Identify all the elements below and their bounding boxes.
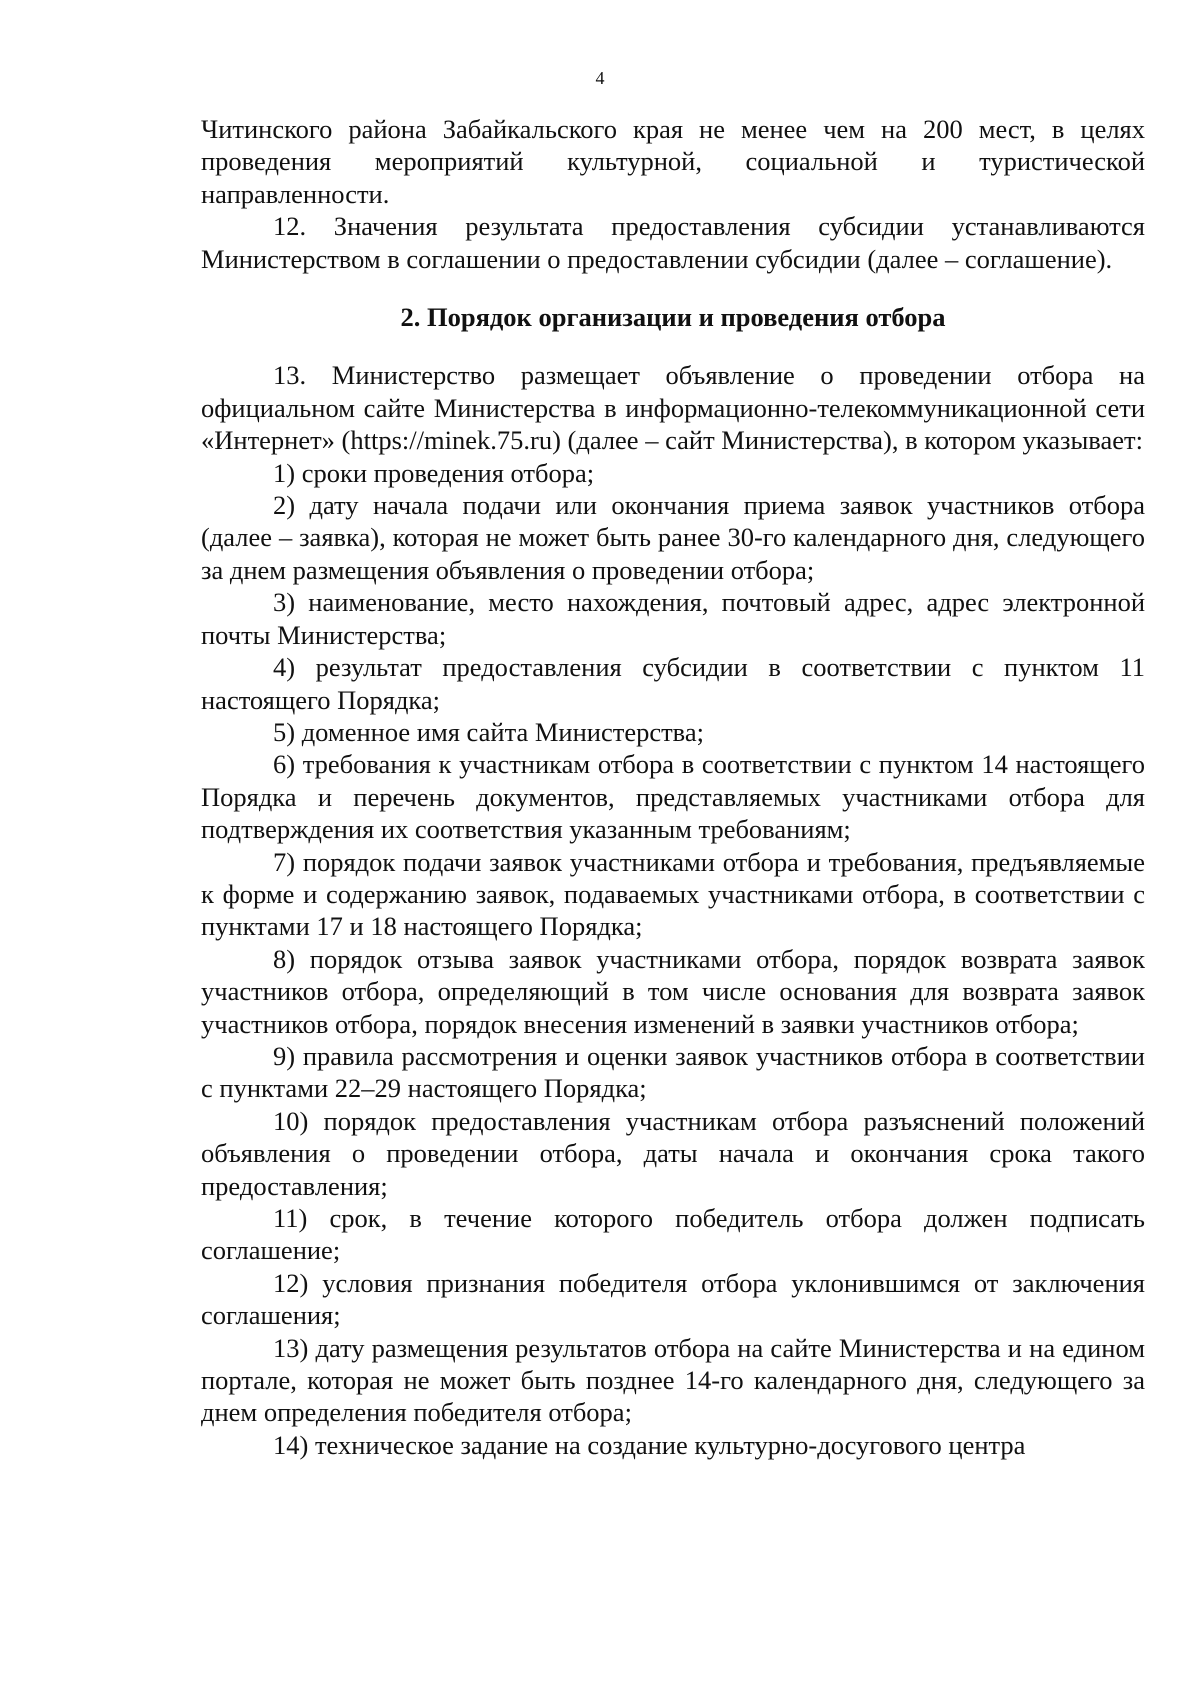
list-item: 12) условия признания победителя отбора уклонившимся от заключения соглашения;	[201, 1267, 1145, 1331]
list-item: 5) доменное имя сайта Министерства;	[273, 716, 704, 747]
list-item: 11) срок, в течение которого победитель отбора должен подписать соглашение;	[201, 1203, 1145, 1266]
list-item: 10) порядок предоставления участникам отбора разъяснений положений объявления о проведении отбора, даты начала и окончания срока такого предоставления;	[201, 1105, 1145, 1201]
list-item: 4) результат предоставления субсидии в соответствии с пунктом 11 настоящего Порядка;	[201, 652, 1145, 715]
document-body	[201, 113, 1145, 1461]
list-item: 8) порядок отзыва заявок участниками отбора, порядок возврата заявок участников отбора, определяющий в том числе основания для возврата заявок участников отбора, порядок внесения изменений в заявки участников отбора;	[201, 943, 1145, 1039]
section-intro: 13. Министерство размещает объявление о проведении отбора на официальном сайте Министерства в информационно-телекоммуникационной сети «Интернет» (https://minek.75.ru) (далее – сайт Министерства), в котором указывает:	[201, 360, 1145, 456]
list-item: 6) требования к участникам отбора в соответствии с пунктом 14 настоящего Порядка и перечень документов, представляемых участниками отбора для подтверждения их соответствия указанным требованиям;	[201, 749, 1145, 845]
section-heading: 2. Порядок организации и проведения отбора	[400, 302, 946, 333]
list-item: 3) наименование, место нахождения, почтовый адрес, адрес электронной почты Министерства;	[201, 587, 1145, 650]
intro-paragraph-1: Читинского района Забайкальского края не менее чем на 200 мест, в целях проведения мероприятий культурной, социальной и туристической направленности.	[201, 114, 1145, 209]
list-item: 9) правила рассмотрения и оценки заявок участников отбора в соответствии с пунктами 22–29 настоящего Порядка;	[201, 1040, 1145, 1104]
list-item: 13) дату размещения результатов отбора на сайте Министерства и на едином портале, которая не может быть позднее 14-го календарного дня, следующего за днем определения победителя отбора;	[201, 1332, 1145, 1428]
intro-paragraph-2: 12. Значения результата предоставления субсидии устанавливаются Министерством в соглашении о предоставлении субсидии (далее – соглашение).	[201, 211, 1145, 274]
list-item: 7) порядок подачи заявок участниками отбора и требования, предъявляемые к форме и содержанию заявок, подаваемых участниками отбора, в соответствии с пунктами 17 и 18 настоящего Порядка;	[201, 846, 1145, 942]
list-item: 14) техническое задание на создание культурно-досугового центра	[273, 1429, 1026, 1460]
list-item: 1) сроки проведения отбора;	[273, 457, 595, 488]
list-item: 2) дату начала подачи или окончания приема заявок участников отбора (далее – заявка), которая не может быть ранее 30-го календарного дня, следующего за днем размещения объявления о проведении отбора;	[201, 490, 1145, 585]
page-number: 4	[595, 68, 605, 88]
